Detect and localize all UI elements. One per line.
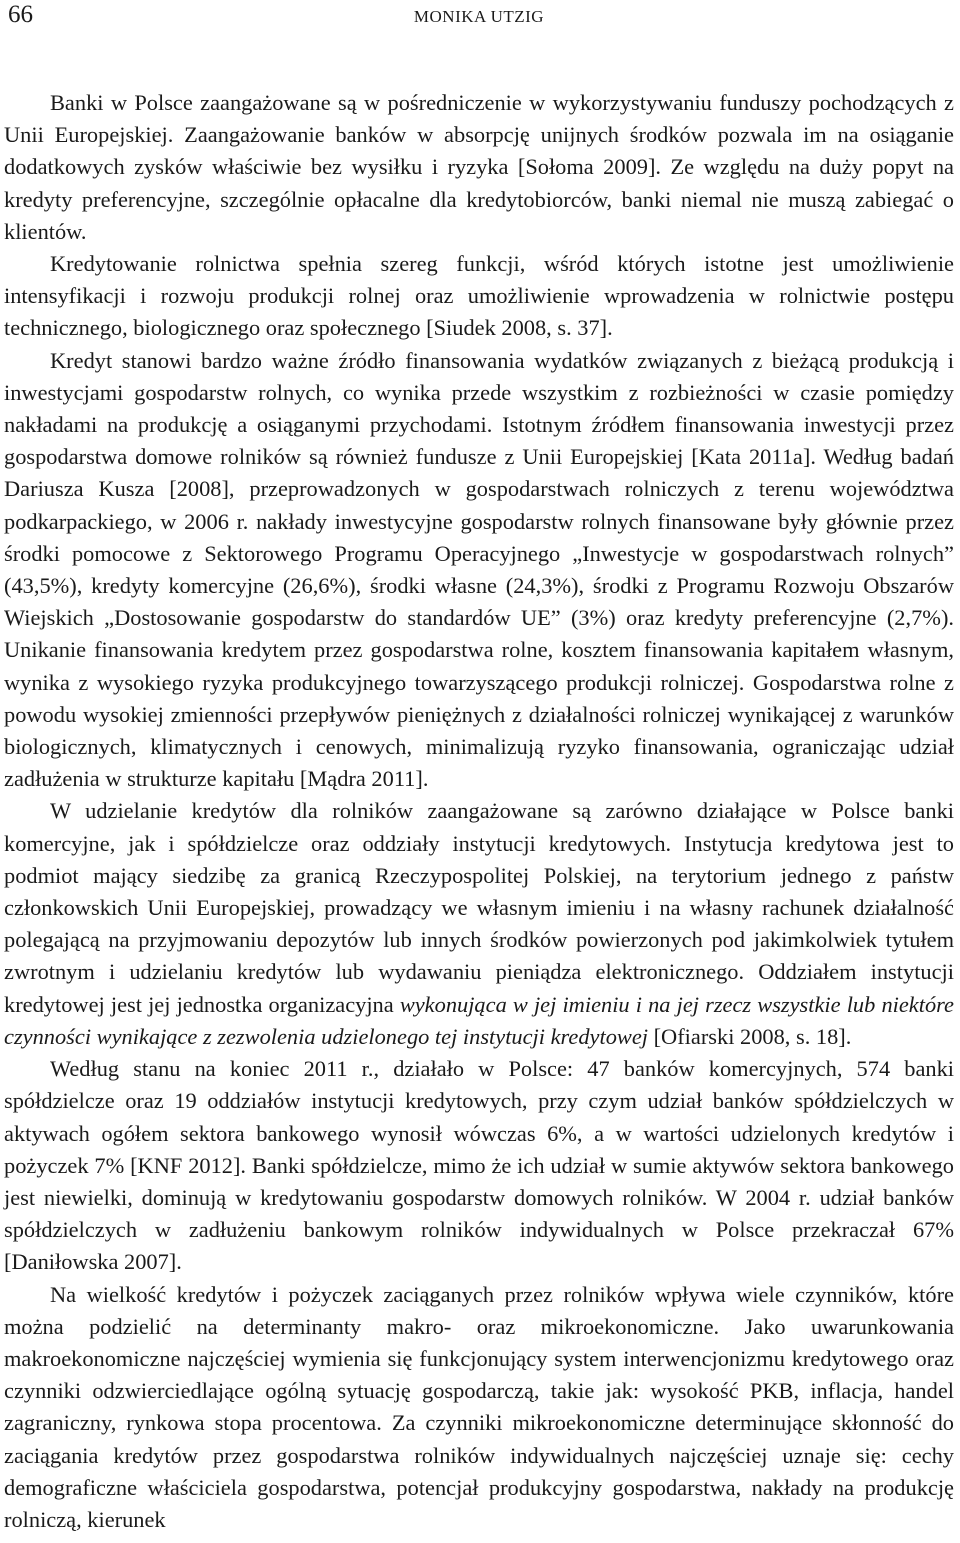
paragraph: Kredytowanie rolnictwa spełnia szereg funkcji, wśród których istotne jest umożliwienie intensyfikacji i rozwoju produkcji rolnej oraz umożliwienie wprowadzenia w rolnictwie postępu technicznego, biologicznego oraz społecznego [Siudek 2008, s. 37]. — [4, 251, 954, 341]
paragraph: Kredyt stanowi bardzo ważne źródło finansowania wydatków związanych z bieżącą produkcją i inwestycjami gospodarstw rolnych, co wynika przede wszystkim z rozbieżności w czasie pomiędzy nakładami na produkcję a osiąganymi przychodami. Istotnym źródłem finansowania inwestycji przez gospodarstwa domowe rolników są również fundusze z Unii Europejskiej [Kata 2011a]. Według badań Dariusza Kusza [2008], przeprowadzonych w gospodarstwach rolniczych z terenu województwa podkarpackiego, w 2006 r. nakłady inwestycyjne gospodarstw rolnych finansowane były głównie przez środki pomocowe z Sektorowego Programu Operacyjnego „Inwestycje w gospodarstwach rolnych” (43,5%), kredyty komercyjne (26,6%), środki własne (24,3%), środki z Programu Rozwoju Obszarów Wiejskich „Dostosowanie gospodarstw do standardów UE” (3%) oraz kredyty preferencyjne (2,7%). Unikanie finansowania kredytem przez gospodarstwa rolne, kosztem finansowania kapitałem własnym, wynika z wysokiego ryzyka produkcyjnego towarzyszącego produkcji rolniczej. Gospodarstwa rolne z powodu wysokiej zmienności przepływów pieniężnych z działalności rolniczej wynikającej z warunków biologicznych, klimatycznych i cenowych, minimalizują ryzyko finansowania, ograniczając udział zadłużenia w strukturze kapitału [Mądra 2011]. — [4, 347, 954, 792]
body-text — [4, 87, 954, 1536]
page-number: 66 — [8, 1, 33, 28]
italic-quote: wykonująca w jej imieniu i na jej rzecz wszystkie lub niektóre czynności wynikające z zezwolenia udzielonego tej instytucji kredytowej — [4, 991, 954, 1049]
paragraph-citation: [Ofiarski 2008, s. 18]. — [648, 1023, 852, 1049]
paragraph: Na wielkość kredytów i pożyczek zaciąganych przez rolników wpływa wiele czynników, które można podzielić na determinanty makro- oraz mikroekonomiczne. Jako uwarunkowania makroekonomiczne najczęściej wymienia się funkcjonujący system interwencjonizmu kredytowego oraz czynniki odzwierciedlające ogólną sytuację gospodarczą, takie jak: wysokość PKB, inflacja, handel zagraniczny, rynkowa stopa procentowa. Za czynniki mikroekonomiczne determinujące skłonność do zaciągania kredytów przez gospodarstwa rolników indywidualnych najczęściej uznaje się: cechy demograficzne właściciela gospodarstwa, potencjał produkcyjny gospodarstwa, nakłady na produkcję rolniczą, kierunek — [4, 1281, 954, 1532]
paragraph-text: W udzielanie kredytów dla rolników zaangażowane są zarówno działające w Polsce banki komercyjne, jak i spółdzielcze oraz oddziały instytucji kredytowych. Instytucja kredytowa jest to podmiot mający siedzibę za granicą Rzeczypospolitej Polskiej, na terytorium jednego z państw członkowskich Unii Europejskiej, prowadzący we własnym imieniu i na własny rachunek działalność polegającą na przyjmowaniu depozytów lub innych środków powierzonych pod jakimkolwiek tytułem zwrotnym i udzielaniu kredytów lub wydawaniu pieniądza elektronicznego. Oddziałem instytucji kredytowej jest jej jednostka organizacyjna — [4, 798, 954, 1017]
paragraph: Według stanu na koniec 2011 r., działało w Polsce: 47 banków komercyjnych, 574 banki spółdzielcze oraz 19 oddziałów instytucji kredytowych, przy czym udział banków spółdzielczych w aktywach ogółem sektora bankowego wynosił wówczas 6%, a w wartości udzielonych kredytów i pożyczek 7% [KNF 2012]. Banki spółdzielcze, mimo że ich udział w sumie aktywów sektora bankowego jest niewielki, dominują w kredytowaniu gospodarstw domowych rolników. W 2004 r. udział banków spółdzielczych w zadłużeniu bankowym rolników indywidualnych w Polsce przekraczał 67% [Daniłowska 2007]. — [4, 1056, 954, 1275]
running-head: MONIKA UTZIG — [413, 7, 545, 26]
page-header — [4, 0, 954, 34]
paragraph — [4, 795, 954, 1053]
paragraph: Banki w Polsce zaangażowane są w pośredniczenie w wykorzystywaniu funduszy pochodzących z Unii Europejskiej. Zaangażowanie banków w absorpcję unijnych środków pozwala im na osiąganie dodatkowych zysków właściwie bez wysiłku i ryzyka [Sołoma 2009]. Ze względu na duży popyt na kredyty preferencyjne, szczególnie opłacalne dla kredytobiorców, banki niemal nie muszą zabiegać o klientów. — [4, 90, 954, 244]
